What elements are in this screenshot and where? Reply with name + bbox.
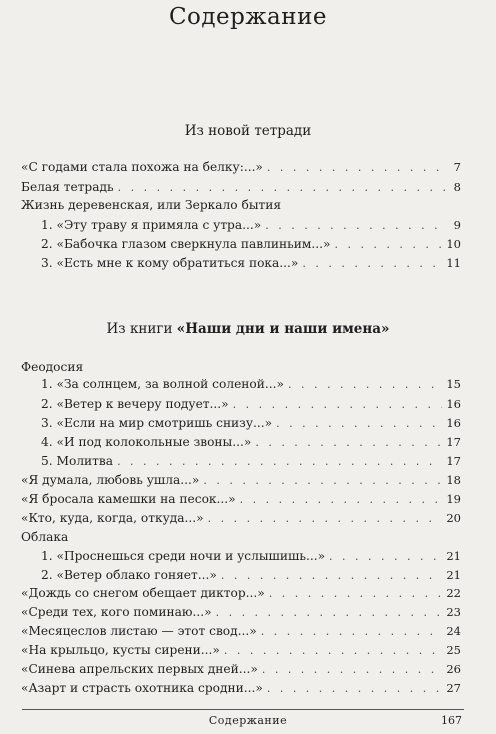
entry-text: 4. «И под колокольные звоны...» (41, 435, 252, 449)
book-title: «Наши дни и наши имена» (176, 321, 390, 337)
entry-page: 21 (446, 568, 461, 582)
leader-dots (233, 398, 443, 411)
toc-entry[interactable] (21, 681, 461, 701)
entry-text: «Я думала, любовь ушла...» (21, 473, 200, 487)
leader-dots (216, 606, 443, 619)
entry-text: «С годами стала похожа на белку:...» (21, 160, 263, 174)
toc-entry[interactable] (41, 454, 461, 474)
section-title-1: Из новой тетради (184, 123, 312, 139)
toc-group-heading: Феодосия (21, 360, 84, 374)
entry-text: «На крыльцо, кусты сирени...» (21, 643, 220, 657)
leader-dots (117, 455, 442, 468)
leader-dots (261, 625, 443, 638)
leader-dots (267, 161, 445, 174)
entry-text: «Дождь со снегом обещает диктор...» (21, 586, 265, 600)
leader-dots (329, 550, 442, 563)
toc-entry[interactable] (41, 397, 461, 417)
entry-page: 11 (446, 256, 461, 270)
running-title: Содержание (208, 714, 288, 727)
toc-entry[interactable] (21, 605, 461, 625)
entry-page: 26 (446, 662, 461, 676)
leader-dots (255, 436, 442, 449)
entry-text: «Месяцеслов листаю — этот свод...» (21, 624, 257, 638)
entry-text: Белая тетрадь (21, 180, 114, 194)
entry-page: 10 (446, 237, 461, 251)
toc-entry[interactable] (41, 568, 461, 588)
entry-page: 17 (446, 454, 461, 468)
leader-dots (288, 378, 442, 391)
entry-text: 2. «Ветер облако гоняет...» (41, 568, 217, 582)
entry-text: 2. «Ветер к вечеру подует...» (41, 397, 229, 411)
entry-text: «Синева апрельских первых дней...» (21, 662, 258, 676)
entry-page: 25 (446, 643, 461, 657)
leader-dots (302, 257, 442, 270)
toc-entry[interactable] (41, 218, 461, 238)
toc-entry[interactable] (41, 256, 461, 276)
toc-entry[interactable] (21, 160, 461, 180)
entry-page: 21 (446, 549, 461, 563)
leader-dots (276, 417, 442, 430)
toc-group-heading: Облака (21, 530, 69, 544)
leader-dots (262, 663, 443, 676)
section-title-prefix: Из книги (106, 321, 177, 337)
toc-entry[interactable] (41, 435, 461, 455)
entry-page: 8 (453, 180, 461, 194)
toc-entry[interactable] (41, 237, 461, 257)
entry-text: 2. «Бабочка глазом сверкнула павлиньим...» (41, 237, 331, 251)
toc-entry[interactable] (21, 586, 461, 606)
entry-text: 3. «Если на мир смотришь снизу...» (41, 416, 273, 430)
leader-dots (240, 493, 443, 506)
entry-text: 5. Молитва (41, 454, 114, 468)
entry-text: 1. «За солнцем, за волной соленой...» (41, 377, 284, 391)
entry-page: 16 (446, 397, 461, 411)
entry-text: 1. «Проснешься среди ночи и услышишь...» (41, 549, 326, 563)
leader-dots (118, 181, 445, 194)
entry-text: «Среди тех, кого поминаю...» (21, 605, 212, 619)
entry-page: 22 (446, 586, 461, 600)
toc-entry[interactable] (41, 416, 461, 436)
entry-text: 3. «Есть мне к кому обратиться пока...» (41, 256, 299, 270)
page-title: Содержание (168, 4, 328, 30)
entry-page: 16 (446, 416, 461, 430)
toc-entry[interactable] (21, 662, 461, 682)
toc-entry[interactable] (41, 549, 461, 569)
entry-page: 24 (446, 624, 461, 638)
entry-page: 23 (446, 605, 461, 619)
toc-entry[interactable] (21, 511, 461, 531)
toc-entry[interactable] (21, 473, 461, 493)
section-title-2 (0, 321, 496, 337)
toc-entry[interactable] (21, 492, 461, 512)
leader-dots (221, 569, 443, 582)
entry-page: 27 (446, 681, 461, 695)
footer-rule (22, 709, 464, 710)
page-number: 167 (441, 714, 462, 727)
entry-text: «Азарт и страсть охотника сродни...» (21, 681, 263, 695)
entry-text: 1. «Эту траву я примяла с утра...» (41, 218, 262, 232)
toc-entry[interactable] (21, 643, 461, 663)
leader-dots (224, 644, 442, 657)
entry-page: 17 (446, 435, 461, 449)
entry-page: 20 (446, 511, 461, 525)
leader-dots (208, 512, 443, 525)
toc-entry[interactable] (21, 624, 461, 644)
leader-dots (265, 219, 445, 232)
entry-page: 7 (453, 160, 461, 174)
leader-dots (203, 474, 442, 487)
entry-page: 18 (446, 473, 461, 487)
leader-dots (269, 587, 443, 600)
entry-text: «Кто, куда, когда, откуда...» (21, 511, 204, 525)
entry-page: 9 (453, 218, 461, 232)
toc-group-heading: Жизнь деревенская, или Зеркало бытия (21, 198, 282, 212)
leader-dots (267, 682, 443, 695)
entry-text: «Я бросала камешки на песок...» (21, 492, 236, 506)
toc-entry[interactable] (21, 180, 461, 200)
toc-entry[interactable] (41, 377, 461, 397)
entry-page: 19 (446, 492, 461, 506)
entry-page: 15 (446, 377, 461, 391)
leader-dots (334, 238, 442, 251)
